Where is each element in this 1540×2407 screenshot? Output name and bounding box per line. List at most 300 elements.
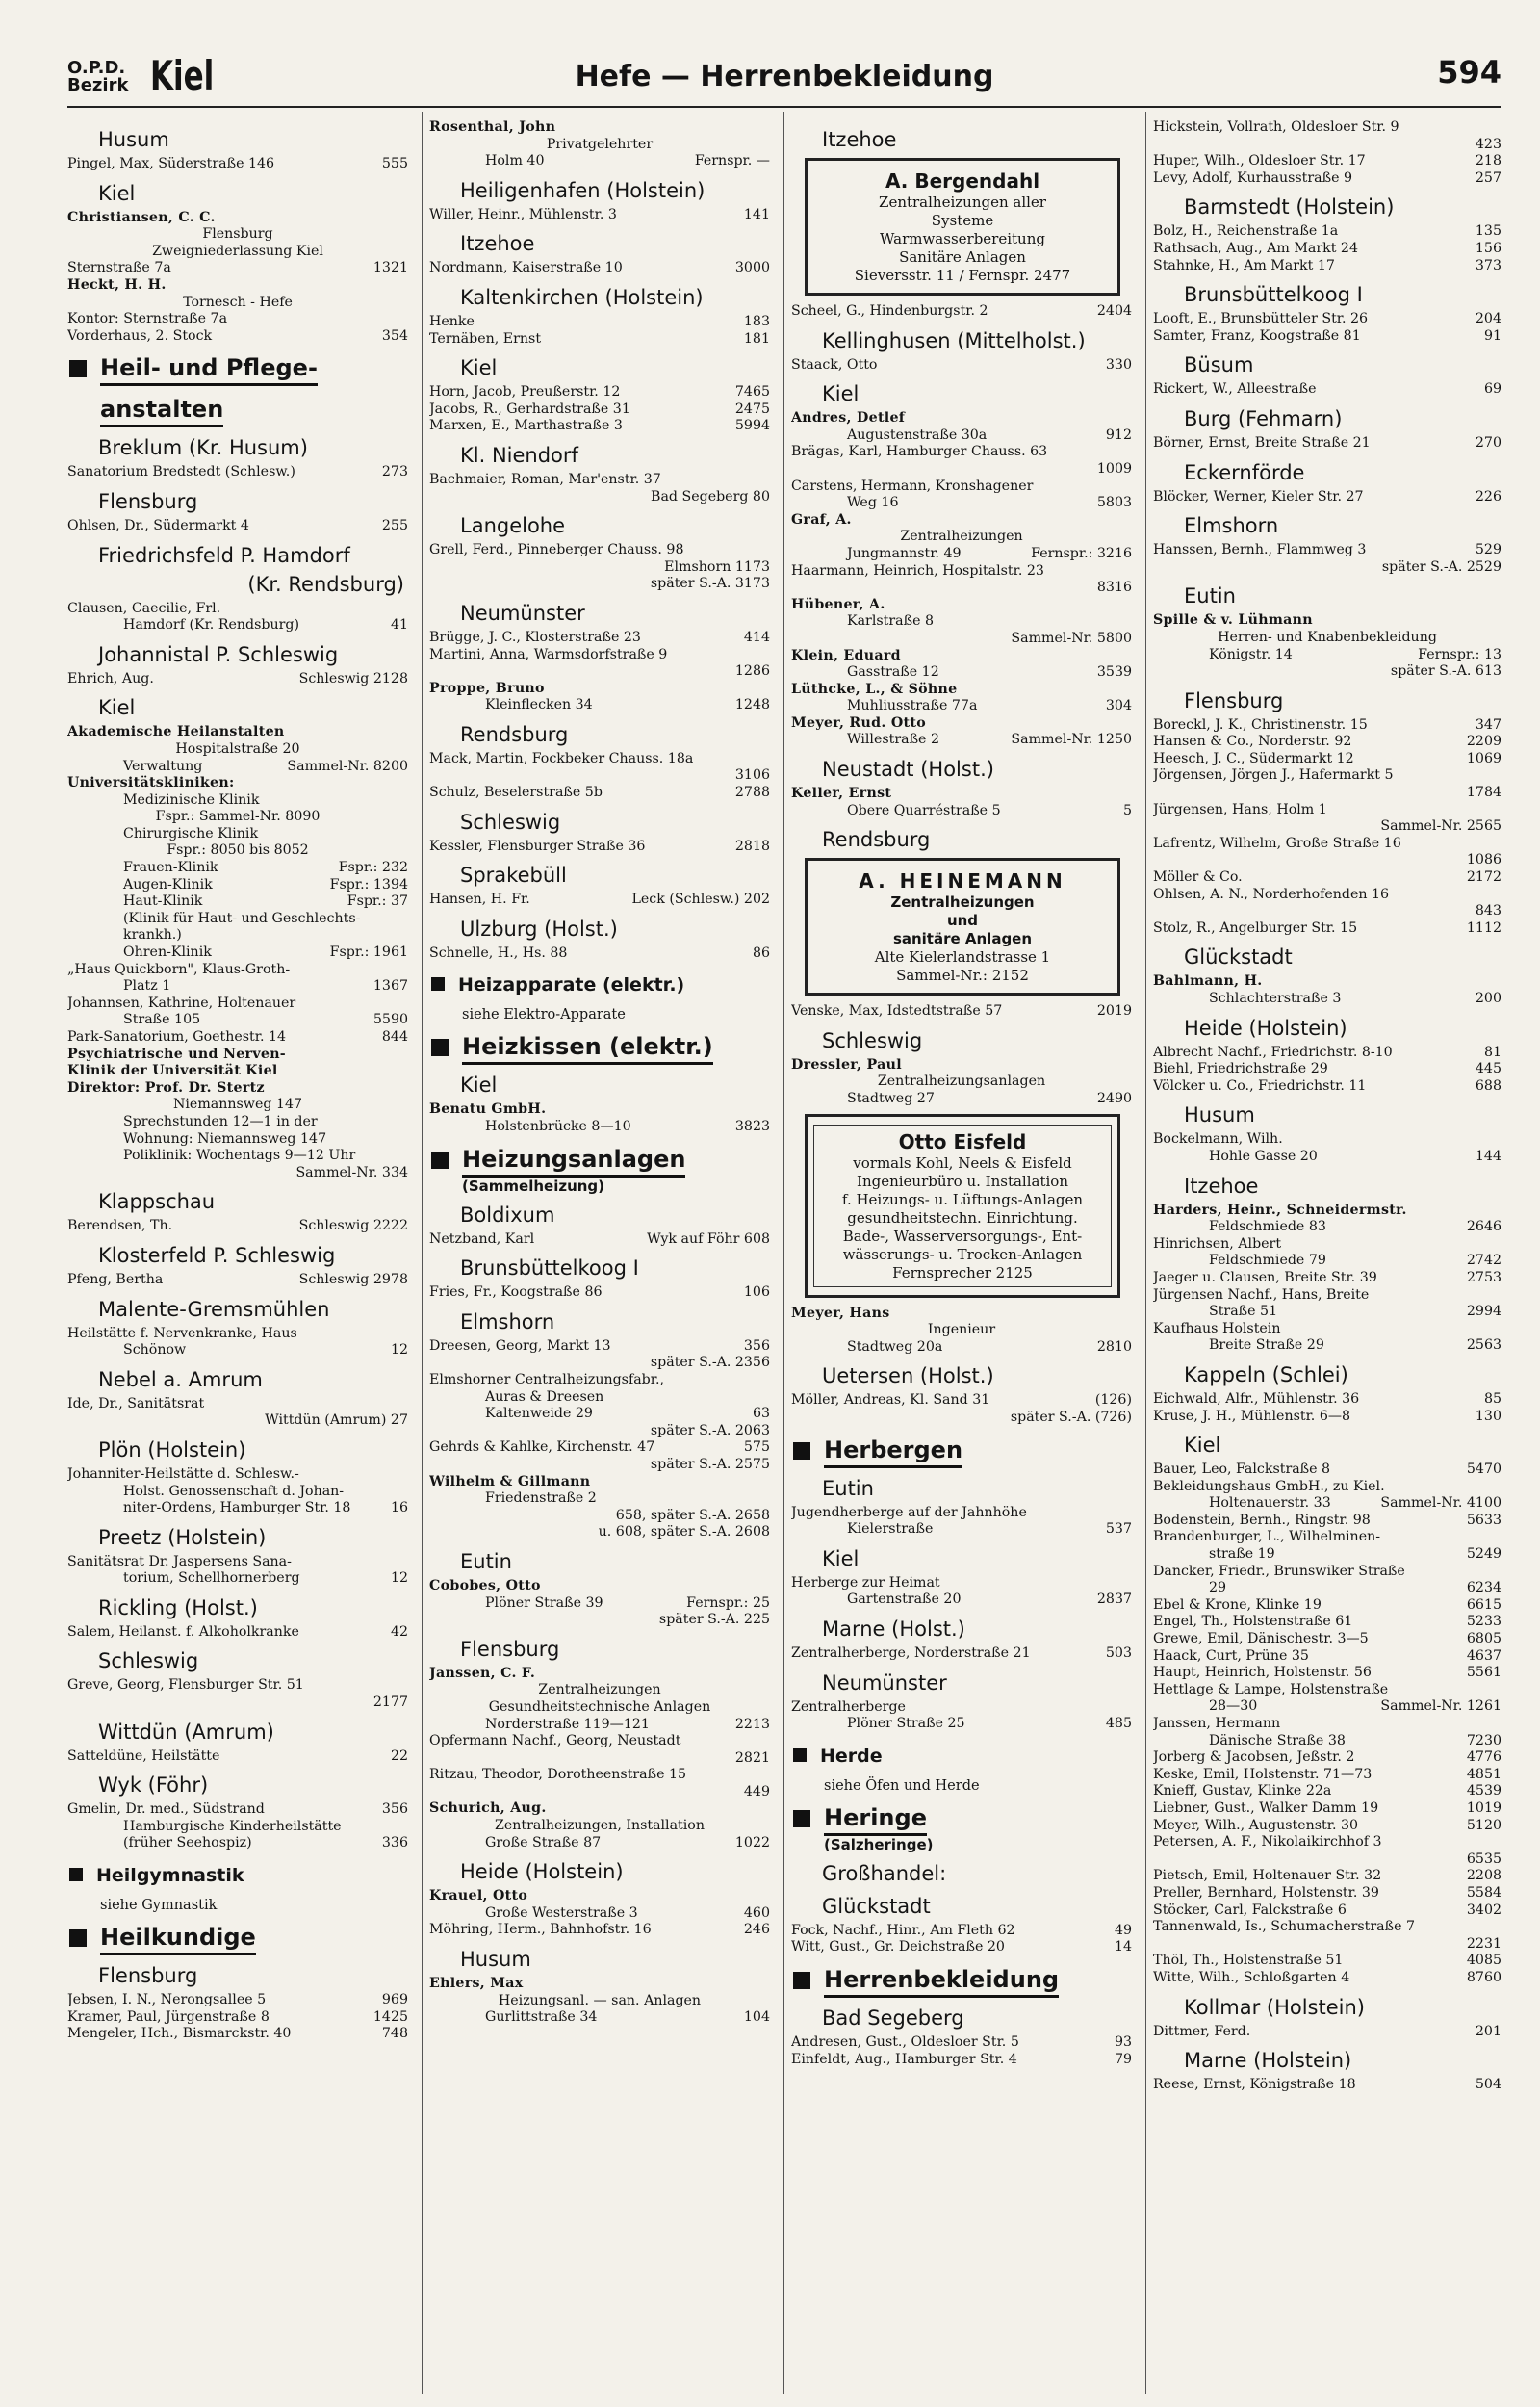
listing-entry <box>791 563 1132 581</box>
entry-name: Brandenburger, L., Wilhelminen- <box>1153 1529 1381 1545</box>
phone-number: 181 <box>743 330 770 347</box>
phone-number: später S.-A. 2063 <box>650 1422 770 1438</box>
phone-number: 2818 <box>734 838 770 854</box>
listing-entry <box>1153 1253 1502 1270</box>
listing-entry <box>67 464 408 481</box>
phone-number: 91 <box>1483 327 1502 344</box>
listing-entry <box>791 803 1132 820</box>
phone-number: 79 <box>1114 2051 1132 2067</box>
phone-number: 2742 <box>1466 1253 1502 1269</box>
phone-number: 204 <box>1475 311 1502 327</box>
listing-entry <box>429 647 770 664</box>
phone-number: 449 <box>743 1783 770 1799</box>
phone-number: 42 <box>390 1623 408 1640</box>
listing-entry <box>791 732 1132 749</box>
entry-name: Gesundheitstechnische Anlagen <box>488 1698 711 1715</box>
phone-number: 1248 <box>734 697 770 713</box>
entry-name: Sanitätsrat Dr. Jaspersens Sana- <box>67 1553 292 1569</box>
listing-entry <box>429 1439 770 1457</box>
listing-entry <box>1153 1783 1502 1800</box>
place-heading: Malente-Gremsmühlen <box>98 1297 330 1321</box>
entry-name: Holm 40 <box>485 153 545 169</box>
listing-entry <box>1153 1391 1502 1409</box>
listing-entry <box>67 1412 408 1430</box>
phone-number: 2231 <box>1466 1935 1502 1952</box>
entry-name: krankh.) <box>123 927 182 944</box>
phone-number: 226 <box>1475 488 1502 505</box>
listing-entry <box>429 839 770 856</box>
listing-entry <box>1153 1818 1502 1835</box>
entry-name: Kontor: Sternstraße 7a <box>67 311 228 327</box>
listing-entry <box>429 418 770 435</box>
entry-name: Bahlmann, H. <box>1153 973 1263 990</box>
listing-entry <box>429 1612 770 1629</box>
listing-entry <box>1153 630 1502 647</box>
entry-name: Karlstraße 8 <box>847 613 935 630</box>
listing-entry <box>791 1939 1132 1956</box>
phone-number: 200 <box>1475 991 1502 1006</box>
entry-name: Kielerstraße <box>847 1521 934 1538</box>
phone-number: 373 <box>1475 257 1502 273</box>
phone-number: 304 <box>1105 698 1132 714</box>
entry-name: Haupt, Heinrich, Holstenstr. 56 <box>1153 1665 1372 1681</box>
entry-name: Andres, Detlef <box>791 410 906 427</box>
listing-entry <box>1153 920 1502 938</box>
phone-number: 555 <box>381 156 408 171</box>
phone-number: 5120 <box>1466 1817 1502 1833</box>
phone-number: 106 <box>743 1284 770 1301</box>
entry-name: Schulz, Beselerstraße 5b <box>429 785 603 801</box>
listing-entry <box>429 137 770 154</box>
entry-name: Brügge, J. C., Klosterstraße 23 <box>429 629 641 645</box>
entry-name: Klinik der Universität Kiel <box>67 1063 278 1079</box>
listing-entry <box>1153 1919 1502 1936</box>
listing-entry <box>1153 1078 1502 1096</box>
entry-name: Breite Straße 29 <box>1209 1337 1324 1354</box>
phone-number: 336 <box>381 1835 408 1851</box>
listing-entry <box>791 1716 1132 1733</box>
entry-name: Meyer, Hans <box>791 1305 890 1321</box>
entry-name: Flensburg <box>202 226 273 243</box>
listing-entry <box>67 671 408 688</box>
place-heading: Rickling (Holst.) <box>98 1595 258 1619</box>
phone-number: 1286 <box>734 663 770 680</box>
entry-name: Bauer, Leo, Falckstraße 8 <box>1153 1462 1331 1478</box>
entry-name: Samter, Franz, Koogstraße 81 <box>1153 327 1361 344</box>
listing-entry <box>1153 1868 1502 1885</box>
entry-name: Einfeldt, Aug., Hamburger Str. 4 <box>791 2051 1017 2067</box>
entry-name: Zweigniederlassung Kiel <box>152 243 323 259</box>
entry-name: Christiansen, C. C. <box>67 209 216 225</box>
listing-entry <box>429 1835 770 1852</box>
square-bullet-icon <box>431 977 445 991</box>
entry-name: Krauel, Otto <box>429 1888 528 1904</box>
listing-entry <box>791 1057 1132 1074</box>
listing-entry <box>791 664 1132 682</box>
phone-number: 93 <box>1114 2033 1132 2050</box>
phone-number: 104 <box>743 2009 770 2026</box>
entry-name: Netzband, Karl <box>429 1230 535 1247</box>
listing-entry <box>1153 223 1502 241</box>
square-bullet-icon <box>69 1868 83 1881</box>
entry-name: Zentralherberge <box>791 1698 906 1715</box>
entry-name: Ohlsen, A. N., Norderhofenden 16 <box>1153 886 1390 902</box>
entry-name: Gasstraße 12 <box>847 664 939 681</box>
phone-number: 2177 <box>372 1695 408 1711</box>
entry-name: Klein, Eduard <box>791 647 901 663</box>
advertisement-line: Alte Kielerlandstrasse 1 <box>874 948 1051 967</box>
entry-name: Völcker u. Co., Friedrichstr. 11 <box>1153 1077 1367 1094</box>
phone-number: 22 <box>390 1747 408 1764</box>
phone-number: später S.-A. 225 <box>658 1612 770 1628</box>
listing-entry <box>791 444 1132 461</box>
listing-entry <box>429 331 770 349</box>
entry-name: Hohle Gasse 20 <box>1209 1148 1318 1164</box>
listing-entry <box>1153 1513 1502 1530</box>
place-heading: Schleswig <box>822 1028 923 1052</box>
listing-entry <box>791 597 1132 614</box>
entry-name: Zentralheizungen, Installation <box>495 1818 705 1834</box>
phone-number: Fernspr.: 3216 <box>1031 545 1132 561</box>
section-heading <box>67 1924 408 1955</box>
entry-name: Hamburgische Kinderheilstätte <box>123 1818 342 1834</box>
entry-name: 29 <box>1209 1580 1227 1596</box>
entry-name: Gmelin, Dr. med., Südstrand <box>67 1801 265 1818</box>
phone-number: 5633 <box>1466 1512 1502 1528</box>
entry-name: Huper, Wilh., Oldesloer Str. 17 <box>1153 153 1366 169</box>
entry-name: Staack, Otto <box>791 356 878 373</box>
entry-name: Verwaltung <box>123 758 203 774</box>
square-bullet-icon <box>793 1748 807 1762</box>
section-subtitle: (Salzheringe) <box>824 1835 934 1853</box>
place-heading: Friedrichsfeld P. Hamdorf <box>98 543 350 567</box>
phone-number: 246 <box>743 1922 770 1938</box>
listing-entry <box>1153 991 1502 1008</box>
entry-name: Johanniter-Heilstätte d. Schlesw.- <box>67 1465 299 1482</box>
entry-name: Chirurgische Klinik <box>123 825 259 841</box>
listing-entry <box>67 1080 408 1098</box>
listing-entry <box>429 1389 770 1407</box>
entry-name: Haut-Klinik <box>123 893 203 910</box>
place-heading: Kiel <box>460 1074 498 1098</box>
entry-name: Jaeger u. Clausen, Breite Str. 39 <box>1153 1269 1377 1285</box>
section-subtitle: (Sammelheizung) <box>462 1177 605 1195</box>
phone-number: 688 <box>1475 1077 1502 1094</box>
listing-entry <box>67 1466 408 1484</box>
entry-name: Schurich, Aug. <box>429 1800 547 1817</box>
phone-number: 12 <box>390 1342 408 1359</box>
listing-entry <box>791 682 1132 699</box>
listing-entry <box>67 978 408 996</box>
listing-entry <box>429 751 770 768</box>
phone-number: 183 <box>743 313 770 329</box>
listing-entry <box>791 1592 1132 1609</box>
listing-entry <box>1153 612 1502 630</box>
advertisement-inner <box>813 1125 1112 1287</box>
entry-name: Carstens, Hermann, Kronshagener <box>791 478 1034 494</box>
place-heading: Boldixum <box>460 1203 555 1227</box>
listing-entry <box>1153 852 1502 869</box>
place-heading: Kellinghusen (Mittelholst.) <box>822 328 1086 352</box>
listing-entry <box>1153 1953 1502 1970</box>
advertisement-line: Systeme <box>931 212 994 229</box>
advertisement-box <box>805 158 1120 296</box>
entry-name: Spille & v. Lühmann <box>1153 612 1313 629</box>
listing-entry <box>791 631 1132 648</box>
phone-number: 1069 <box>1466 750 1502 766</box>
entry-name: Dressler, Paul <box>791 1056 902 1073</box>
advertisement-box <box>805 858 1120 996</box>
entry-name: Universitätskliniken: <box>67 775 235 791</box>
phone-number: 969 <box>381 1992 408 2008</box>
entry-name: Venske, Max, Idstedtstraße 57 <box>791 1003 1003 1020</box>
phone-number: Fspr.: 1961 <box>329 945 408 961</box>
listing-entry <box>429 119 770 137</box>
entry-name: Stolz, R., Angelburger Str. 15 <box>1153 919 1358 936</box>
section-heading <box>429 1033 770 1065</box>
phone-number: 5584 <box>1466 1884 1502 1901</box>
square-bullet-icon <box>431 1039 449 1056</box>
entry-name: Ebel & Krone, Klinke 19 <box>1153 1596 1322 1613</box>
listing-entry <box>429 153 770 170</box>
place-heading: Marne (Holstein) <box>1184 2049 1352 2073</box>
phone-number: 537 <box>1105 1521 1132 1538</box>
listing-entry <box>67 295 408 312</box>
section-title: Heilkundige <box>100 1924 256 1955</box>
phone-number: später S.-A. (726) <box>1010 1410 1132 1425</box>
listing-entry <box>1153 381 1502 399</box>
entry-name: Clausen, Caecilie, Frl. <box>67 600 221 616</box>
phone-number: 1321 <box>372 260 408 276</box>
listing-entry <box>67 775 408 792</box>
phone-number: 6805 <box>1466 1631 1502 1647</box>
phone-number: 257 <box>1475 169 1502 186</box>
entry-name: Heesch, J. C., Südermarkt 12 <box>1153 750 1354 766</box>
square-bullet-icon <box>793 1810 810 1827</box>
listing-entry <box>67 601 408 618</box>
section-heading <box>791 1436 1132 1468</box>
phone-number: 445 <box>1475 1061 1502 1077</box>
listing-entry <box>791 529 1132 546</box>
listing-entry <box>1153 1597 1502 1615</box>
phone-number: 135 <box>1475 223 1502 240</box>
entry-name: Feldschmiede 79 <box>1209 1253 1326 1269</box>
phone-number: später S.-A. 2575 <box>650 1456 770 1472</box>
place-heading: Eutin <box>822 1476 874 1500</box>
section-title: Heizungsanlagen <box>462 1146 685 1178</box>
place-heading: Kiel <box>822 382 860 406</box>
place-heading: (Kr. Rendsburg) <box>247 572 404 596</box>
listing-entry <box>67 877 408 894</box>
place-heading: Preetz (Holstein) <box>98 1525 267 1549</box>
place-heading: Johannistal P. Schleswig <box>98 642 339 666</box>
place-heading: Nebel a. Amrum <box>98 1367 263 1391</box>
entry-name: Ehlers, Max <box>429 1976 524 1992</box>
phone-number: 273 <box>381 464 408 480</box>
phone-number: Wittdün (Amrum) 27 <box>265 1412 408 1429</box>
phone-number: 2490 <box>1096 1091 1132 1107</box>
entry-name: Bekleidungshaus GmbH., zu Kiel. <box>1153 1478 1385 1494</box>
listing-entry <box>1153 1580 1502 1597</box>
section-heading <box>791 1966 1132 1998</box>
listing-entry <box>791 1699 1132 1717</box>
place-heading: Kappeln (Schlei) <box>1184 1362 1348 1386</box>
entry-name: Stadtweg 20a <box>847 1338 943 1355</box>
listing-entry <box>67 1218 408 1235</box>
listing-entry <box>67 792 408 810</box>
listing-entry <box>429 1717 770 1734</box>
place-heading: Elmshorn <box>1184 514 1279 538</box>
entry-name: Kessler, Flensburger Straße 36 <box>429 838 646 854</box>
entry-name: Benatu GmbH. <box>429 1101 547 1118</box>
phone-number: 6615 <box>1466 1596 1502 1613</box>
place-heading: Heiligenhafen (Holstein) <box>460 178 706 202</box>
entry-name: Hickstein, Vollrath, Oldesloer Str. 9 <box>1153 119 1399 135</box>
place-heading: Eckernförde <box>1184 460 1305 484</box>
phone-number: 218 <box>1475 153 1502 169</box>
phone-number: Sammel-Nr. 4100 <box>1380 1495 1502 1512</box>
listing-entry <box>429 401 770 419</box>
listing-entry <box>67 1396 408 1413</box>
listing-entry <box>1153 1149 1502 1166</box>
listing-entry <box>429 1578 770 1595</box>
advertisement-title: Otto Eisfeld <box>898 1129 1027 1153</box>
entry-name: Ingenieur <box>927 1322 996 1338</box>
entry-name: Psychiatrische und Nerven- <box>67 1046 286 1062</box>
listing-entry <box>791 495 1132 512</box>
phone-number: 5233 <box>1466 1614 1502 1630</box>
entry-name: Proppe, Bruno <box>429 680 545 696</box>
listing-entry <box>67 1342 408 1359</box>
listing-entry <box>791 512 1132 530</box>
listing-entry <box>67 1165 408 1182</box>
listing-entry <box>791 1392 1132 1410</box>
phone-number: 255 <box>381 517 408 533</box>
listing-entry <box>67 1029 408 1047</box>
listing-entry <box>791 1322 1132 1339</box>
phone-number: Schleswig 2128 <box>298 670 408 686</box>
entry-name: Cobobes, Otto <box>429 1577 541 1593</box>
entry-name: Wohnung: Niemannsweg 147 <box>123 1130 327 1147</box>
advertisement-line: wässerungs- u. Trocken-Anlagen <box>842 1245 1083 1263</box>
phone-number: 529 <box>1475 542 1502 558</box>
listing-entry <box>429 489 770 506</box>
entry-name: Dreesen, Georg, Markt 13 <box>429 1337 611 1354</box>
entry-name: Akademische Heilanstalten <box>67 724 285 740</box>
place-heading: Kaltenkirchen (Holstein) <box>460 285 704 309</box>
listing-entry <box>429 697 770 714</box>
listing-entry <box>791 648 1132 665</box>
section-heading <box>67 1862 408 1891</box>
place-heading: Flensburg <box>98 1964 198 1988</box>
place-heading: Kollmar (Holstein) <box>1184 1995 1365 2019</box>
section-title: Heilgymnastik <box>96 1865 244 1887</box>
phone-number: Bad Segeberg 80 <box>651 488 770 505</box>
listing-entry <box>1153 1682 1502 1699</box>
entry-name: Park-Sanatorium, Goethestr. 14 <box>67 1029 287 1045</box>
entry-name: Pfeng, Bertha <box>67 1271 164 1287</box>
phone-number: 49 <box>1114 1922 1132 1938</box>
listing-entry <box>429 681 770 698</box>
entry-name: Tannenwald, Is., Schumacherstraße 7 <box>1153 1919 1416 1935</box>
entry-name: Dänische Straße 38 <box>1209 1732 1346 1748</box>
place-heading: Itzehoe <box>822 128 897 151</box>
listing-entry <box>67 2009 408 2027</box>
entry-name: Andresen, Gust., Oldesloer Str. 5 <box>791 2033 1019 2050</box>
entry-name: Obere Quarréstraße 5 <box>847 802 1001 818</box>
phone-number: 1112 <box>1466 919 1502 936</box>
entry-name: Gurlittstraße 34 <box>485 2009 598 2026</box>
page-header <box>67 52 1502 112</box>
entry-name: Sanatorium Bredstedt (Schlesw.) <box>67 464 295 480</box>
listing-entry <box>429 1338 770 1356</box>
phone-number: 12 <box>390 1570 408 1587</box>
entry-name: Jebsen, I. N., Nerongsallee 5 <box>67 1992 267 2008</box>
phone-number: Fernspr.: 25 <box>686 1594 770 1611</box>
phone-number: 14 <box>1114 1939 1132 1955</box>
entry-name: Zentralheizungsanlagen <box>877 1074 1046 1090</box>
listing-entry <box>1153 1767 1502 1784</box>
entry-name: Möhring, Herm., Bahnhofstr. 16 <box>429 1922 652 1938</box>
listing-entry <box>429 663 770 681</box>
listing-entry <box>1153 1546 1502 1564</box>
entry-name: Witte, Wilh., Schloßgarten 4 <box>1153 1969 1350 1985</box>
entry-name: Jörgensen, Jörgen J., Hafermarkt 5 <box>1153 767 1394 784</box>
entry-name: Janssen, C. F. <box>429 1665 536 1681</box>
phone-number: 1367 <box>372 978 408 995</box>
square-bullet-icon <box>793 1442 810 1460</box>
listing-entry <box>67 277 408 295</box>
place-heading: Kiel <box>460 356 498 380</box>
column-divider <box>783 112 784 2394</box>
entry-name: Mack, Martin, Fockbeker Chauss. 18a <box>429 750 694 766</box>
entry-name: Jürgensen Nachf., Hans, Breite <box>1153 1286 1370 1303</box>
entry-name: Bolz, H., Reichenstraße 1a <box>1153 223 1339 240</box>
phone-number: Sammel-Nr. 1250 <box>1011 732 1132 748</box>
phone-number: 1009 <box>1096 460 1132 477</box>
place-heading: Elmshorn <box>460 1309 555 1333</box>
entry-name: Thöl, Th., Holstenstraße 51 <box>1153 1953 1344 1969</box>
entry-name: Dittmer, Ferd. <box>1153 2023 1251 2039</box>
phone-number: 201 <box>1475 2023 1502 2039</box>
advertisement-line: Sanitäre Anlagen <box>899 248 1026 266</box>
column-2 <box>429 119 770 2392</box>
phone-number: Elmshorn 1173 <box>664 558 770 575</box>
listing-entry <box>67 759 408 776</box>
phone-number: Fernspr.: 13 <box>1418 646 1502 662</box>
entry-name: Stadtweg 27 <box>847 1091 935 1107</box>
phone-number: 2837 <box>1096 1592 1132 1608</box>
listing-entry <box>1153 973 1502 991</box>
listing-entry <box>791 546 1132 563</box>
phone-number: 2475 <box>734 401 770 417</box>
phone-number: 2810 <box>1096 1338 1132 1355</box>
entry-name: Levy, Adolf, Kurhausstraße 9 <box>1153 169 1353 186</box>
listing-entry <box>67 962 408 979</box>
listing-entry <box>429 1888 770 1905</box>
entry-name: Keske, Emil, Holstenstr. 71—73 <box>1153 1766 1373 1782</box>
listing-entry <box>1153 1270 1502 1287</box>
listing-entry <box>429 1750 770 1768</box>
phone-number: 1022 <box>734 1834 770 1851</box>
entry-name: Rosenthal, John <box>429 119 556 135</box>
entry-name: Grewe, Emil, Dänischestr. 3—5 <box>1153 1631 1369 1647</box>
entry-name: Wilhelm & Gillmann <box>429 1473 591 1489</box>
listing-entry <box>1153 1409 1502 1426</box>
phone-number: 85 <box>1483 1390 1502 1407</box>
phone-number: 5 <box>1122 802 1132 818</box>
phone-number: u. 608, später S.-A. 2608 <box>598 1524 770 1540</box>
